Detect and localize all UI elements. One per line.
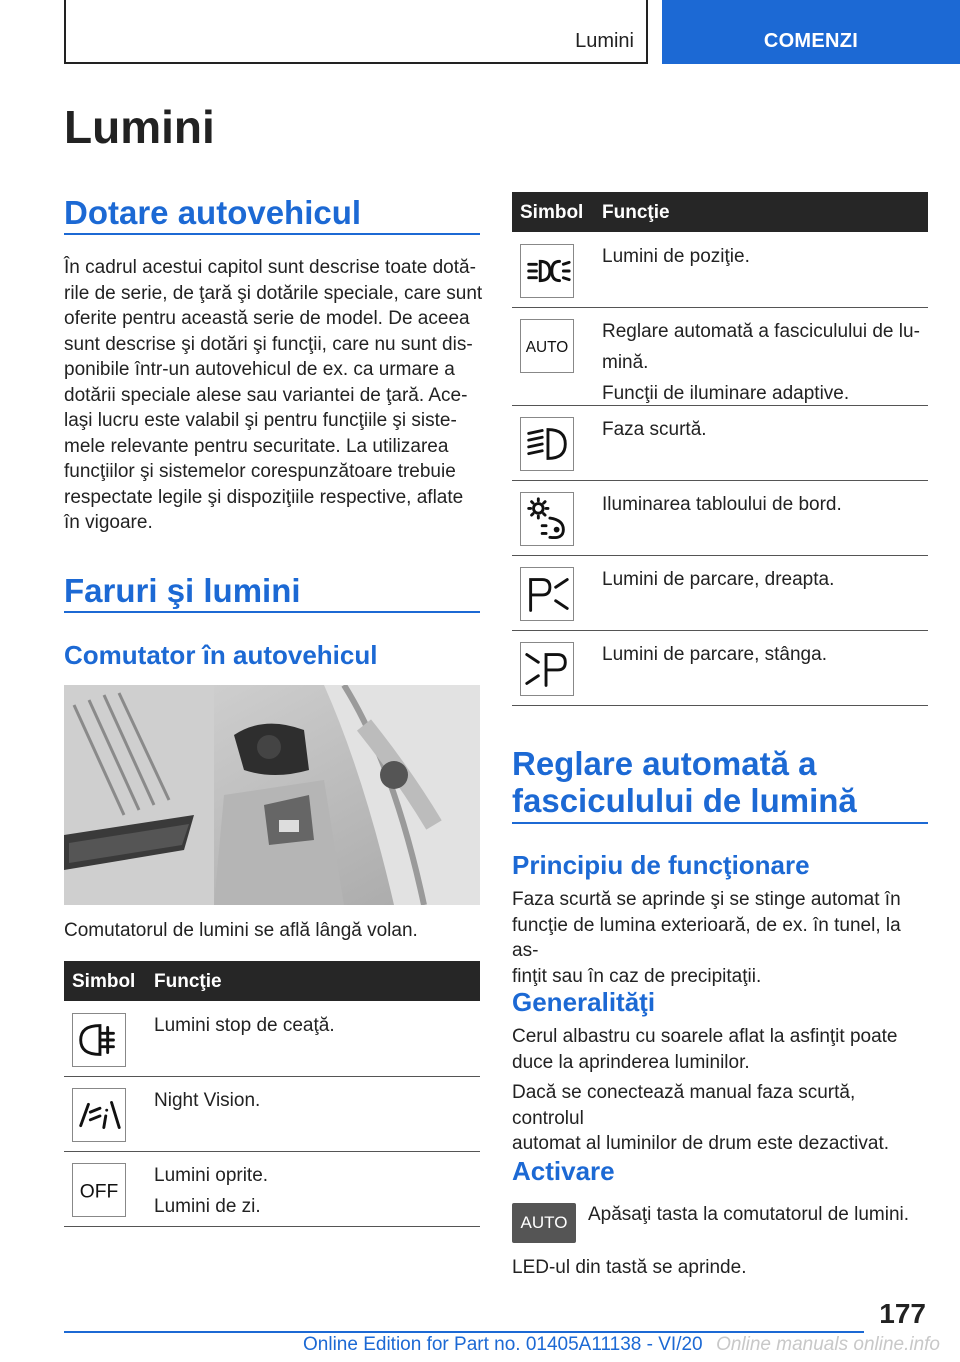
header-category-label: COMENZI: [763, 30, 859, 52]
equipment-line: mele relevante pentru securitate. La utilizarea: [64, 435, 449, 457]
equipment-line: ponibile într-un autovehicul de ex. ca urmare a: [64, 359, 455, 380]
left-table-row: [64, 1001, 480, 1077]
auto-beam-heading: [512, 745, 857, 819]
right-table-row: [512, 480, 928, 556]
right-table-row: [512, 232, 928, 308]
right-table-row: [512, 405, 928, 481]
light-switch-photo: [64, 685, 480, 905]
equipment-line: oferite pentru această serie de model. De aceea: [64, 308, 470, 329]
principle-line: funcţie de lumina exterioară, de ex. în tunel, la as-: [512, 914, 901, 961]
right-table-header: [512, 192, 928, 232]
left-table-row: [64, 1076, 480, 1152]
right-row-text: [602, 642, 928, 673]
auto-button-icon: AUTO: [512, 1203, 576, 1243]
row-text-line: Lumini de poziţie.: [602, 246, 750, 267]
header-section-label: Lumini: [575, 30, 634, 52]
off-icon: [72, 1163, 126, 1217]
right-row-text: [602, 244, 928, 275]
left-table-header: [64, 961, 480, 1001]
row-text-line: Lumini oprite.: [154, 1165, 269, 1186]
general-paragraph-1: [512, 1024, 932, 1075]
fog-light-icon: [72, 1013, 126, 1067]
page-number: 177: [879, 1298, 926, 1329]
equipment-paragraph: [64, 255, 484, 536]
right-row-text: [602, 319, 928, 412]
principle-paragraph: [512, 887, 932, 989]
row-text-line: Lumini de parcare, stânga.: [602, 644, 827, 665]
equipment-line: dotării speciale alese sau variantei de ţară. Ace-: [64, 384, 468, 406]
equipment-line: laşi lucru este valabil şi pentru funcţiile şi siste-: [64, 410, 457, 431]
right-table-row: [512, 307, 928, 406]
principle-heading: Principiu de funcţionare: [512, 850, 810, 880]
right-table-symbol-header: Simbol: [520, 202, 584, 223]
equipment-heading: Dotare autovehicul: [64, 194, 362, 231]
right-row-text: [602, 567, 928, 598]
header-category-tab[interactable]: [662, 0, 960, 64]
faruri-heading: Faruri şi lumini: [64, 572, 301, 609]
left-table-symbol-header: Simbol: [72, 971, 136, 992]
page-title: Lumini: [64, 101, 215, 153]
position-lights-icon: [520, 244, 574, 298]
right-row-text: [602, 417, 928, 448]
dashboard-lighting-icon: [520, 492, 574, 546]
principle-line: finţit sau în caz de precipitaţii.: [512, 965, 762, 987]
equipment-line: rile de serie, de ţară şi dotările speciale, care sunt: [64, 282, 483, 304]
left-table-function-header: Funcţie: [154, 971, 222, 992]
row-text-line: Lumini de zi.: [154, 1196, 261, 1217]
photo-caption: Comutatorul de lumini se află lângă volan.: [64, 920, 418, 941]
watermark: Online manuals online.info: [716, 1334, 940, 1355]
parking-right-icon: [520, 567, 574, 621]
right-row-text: [602, 492, 928, 523]
led-text: LED-ul din tastă se aprinde.: [512, 1257, 747, 1278]
low-beam-icon: [520, 417, 574, 471]
parking-left-icon: [520, 642, 574, 696]
right-table-function-header: Funcţie: [602, 202, 670, 223]
auto-beam-heading-line1: Reglare automată a: [512, 745, 817, 782]
row-text-line: Lumini de parcare, dreapta.: [602, 569, 835, 590]
svg-text:AUTO: AUTO: [525, 338, 569, 356]
night-vision-icon: [72, 1088, 126, 1142]
equipment-line: sunt descrise şi dotări şi funcţii, care nu sunt dis-: [64, 333, 473, 355]
general-p2-line: Dacă se conectează manual faza scurtă, controlul: [512, 1082, 856, 1129]
edition-text: Online Edition for Part no. 01405A11138 - VI/20: [303, 1334, 703, 1355]
right-table-row: [512, 630, 928, 706]
left-row-text: [154, 1088, 480, 1119]
footer-rule: [64, 1331, 864, 1333]
svg-text:OFF: OFF: [79, 1181, 119, 1203]
row-text-line: Faza scurtă.: [602, 419, 707, 440]
equipment-line: respectate legile şi dispoziţiile respective, aflate: [64, 486, 464, 508]
left-row-text: [154, 1013, 480, 1044]
auto-beam-rule: [512, 822, 928, 824]
row-text-line: Funcţii de iluminare adaptive.: [602, 383, 850, 404]
equipment-rule: [64, 233, 480, 235]
row-text-line: Lumini stop de ceaţă.: [154, 1015, 335, 1036]
general-p2-line: automat al luminilor de drum este dezactivat.: [512, 1133, 890, 1154]
principle-line: Faza scurtă se aprinde şi se stinge automat în: [512, 889, 901, 910]
equipment-line: funcţiilor şi sistemelor corespunzătoare trebuie: [64, 461, 456, 482]
header-section-box: [64, 0, 648, 64]
left-row-text: [154, 1163, 480, 1225]
activation-heading: Activare: [512, 1156, 615, 1186]
row-text-line: Night Vision.: [154, 1090, 261, 1111]
auto-icon: [520, 319, 574, 373]
general-p1-line: duce la aprinderea luminilor.: [512, 1051, 750, 1073]
faruri-rule: [64, 611, 480, 613]
left-table-row: [64, 1151, 480, 1227]
row-text-line: Iluminarea tabloului de bord.: [602, 494, 842, 515]
right-table-row: [512, 555, 928, 631]
equipment-line: În cadrul acestui capitol sunt descrise toate dotă-: [64, 257, 476, 278]
switch-subheading: Comutator în autovehicul: [64, 640, 378, 670]
general-paragraph-2: [512, 1080, 932, 1157]
row-text-line: Reglare automată a fasciculului de lu-: [602, 321, 920, 342]
equipment-line: în vigoare.: [64, 512, 153, 533]
general-p1-line: Cerul albastru cu soarele aflat la asfinţit poate: [512, 1026, 898, 1047]
auto-beam-heading-line2: fasciculului de lumină: [512, 782, 857, 819]
row-text-line: mină.: [602, 352, 649, 373]
activation-text: Apăsaţi tasta la comutatorul de lumini.: [588, 1204, 910, 1225]
general-heading: Generalităţi: [512, 987, 656, 1017]
